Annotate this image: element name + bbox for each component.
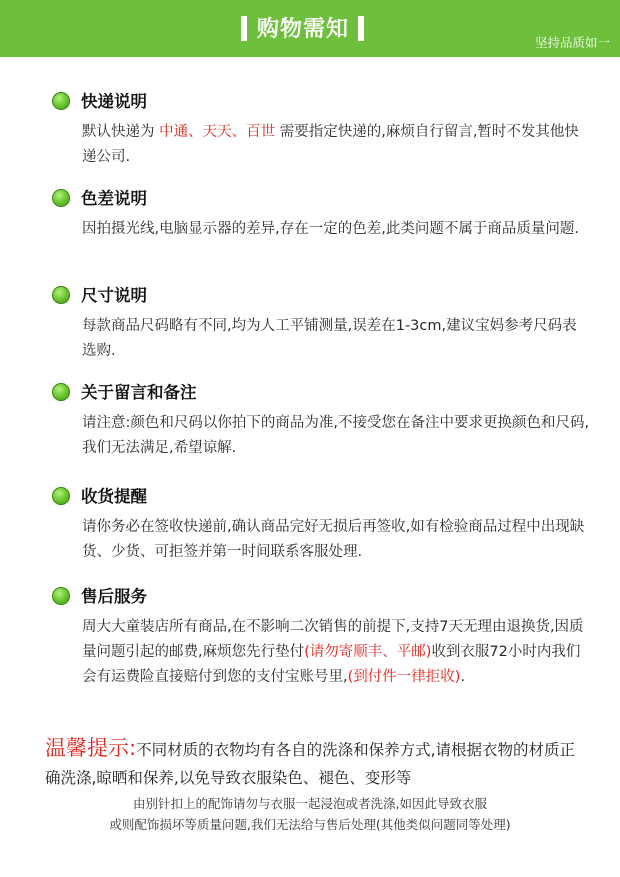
tip-text: 不同材质的衣物均有各自的洗涤和保养方式,请根据衣物的材质正确洗涤,晾晒和保养,以免导致衣服染色、褪色、变形等	[45, 741, 576, 787]
section-express	[60, 88, 590, 170]
warm-tip	[45, 734, 590, 792]
cod-refused-note: (到付件一律拒收)	[347, 669, 461, 685]
green-dot-icon	[52, 189, 70, 207]
title-bar-right	[358, 16, 364, 41]
section-body: 周大大童装店所有商品,在不影响二次销售的前提下,支持7天无理由退换货,因质量问题引起的邮费,麻烦您先行垫付(请勿寄顺丰、平邮)收到衣服72小时内我们会有运费险直接赔付到您的支付宝账号里,(到付件一律拒收).	[82, 619, 584, 685]
section-body: 每款商品尺码略有不同,均为人工平铺测量,误差在1-3cm,建议宝妈参考尺码表选购.	[82, 318, 577, 359]
section-after-sales	[60, 583, 590, 690]
section-body: 默认快递为 中通、天天、百世 需要指定快递的,麻烦自行留言,暂时不发其他快递公司.	[82, 124, 579, 165]
green-dot-icon	[52, 92, 70, 110]
section-title: 尺寸说明	[81, 286, 147, 305]
courier-names: 中通、天天、百世	[159, 124, 276, 140]
page-title: 购物需知	[257, 17, 350, 42]
title-bar-left	[241, 16, 247, 41]
section-body: 请注意:颜色和尺码以你拍下的商品为准,不接受您在备注中要求更换颜色和尺码,我们无法满足,希望谅解.	[82, 415, 590, 456]
note-line-2: 或则配饰损坏等质量问题,我们无法给与售后处理(其他类似问题同等处理)	[109, 817, 511, 832]
section-body: 因拍摄光线,电脑显示器的差异,存在一定的色差,此类问题不属于商品质量问题.	[82, 221, 579, 237]
section-remarks	[60, 379, 590, 461]
slogan: 坚持品质如一	[534, 35, 610, 50]
section-title: 收货提醒	[81, 487, 147, 506]
section-color-difference	[60, 185, 590, 242]
section-title: 色差说明	[81, 189, 147, 208]
section-body: 请你务必在签收快递前,确认商品完好无损后再签收,如有检验商品过程中出现缺货、少货、可拒签并第一时间联系客服处理.	[82, 519, 585, 560]
green-dot-icon	[52, 383, 70, 401]
green-dot-icon	[52, 286, 70, 304]
no-sf-note: (请勿寄顺丰、平邮)	[304, 644, 432, 660]
section-receipt	[60, 483, 590, 565]
note-line-1: 由别针扣上的配饰请勿与衣服一起浸泡或者洗涤,如因此导致衣服	[133, 796, 487, 811]
header-banner	[0, 0, 620, 57]
green-dot-icon	[52, 487, 70, 505]
section-title: 关于留言和备注	[81, 383, 197, 402]
section-size	[60, 282, 590, 364]
section-title: 售后服务	[81, 587, 147, 606]
green-dot-icon	[52, 587, 70, 605]
tip-label: 温馨提示:	[45, 736, 137, 760]
section-title: 快递说明	[81, 92, 147, 111]
